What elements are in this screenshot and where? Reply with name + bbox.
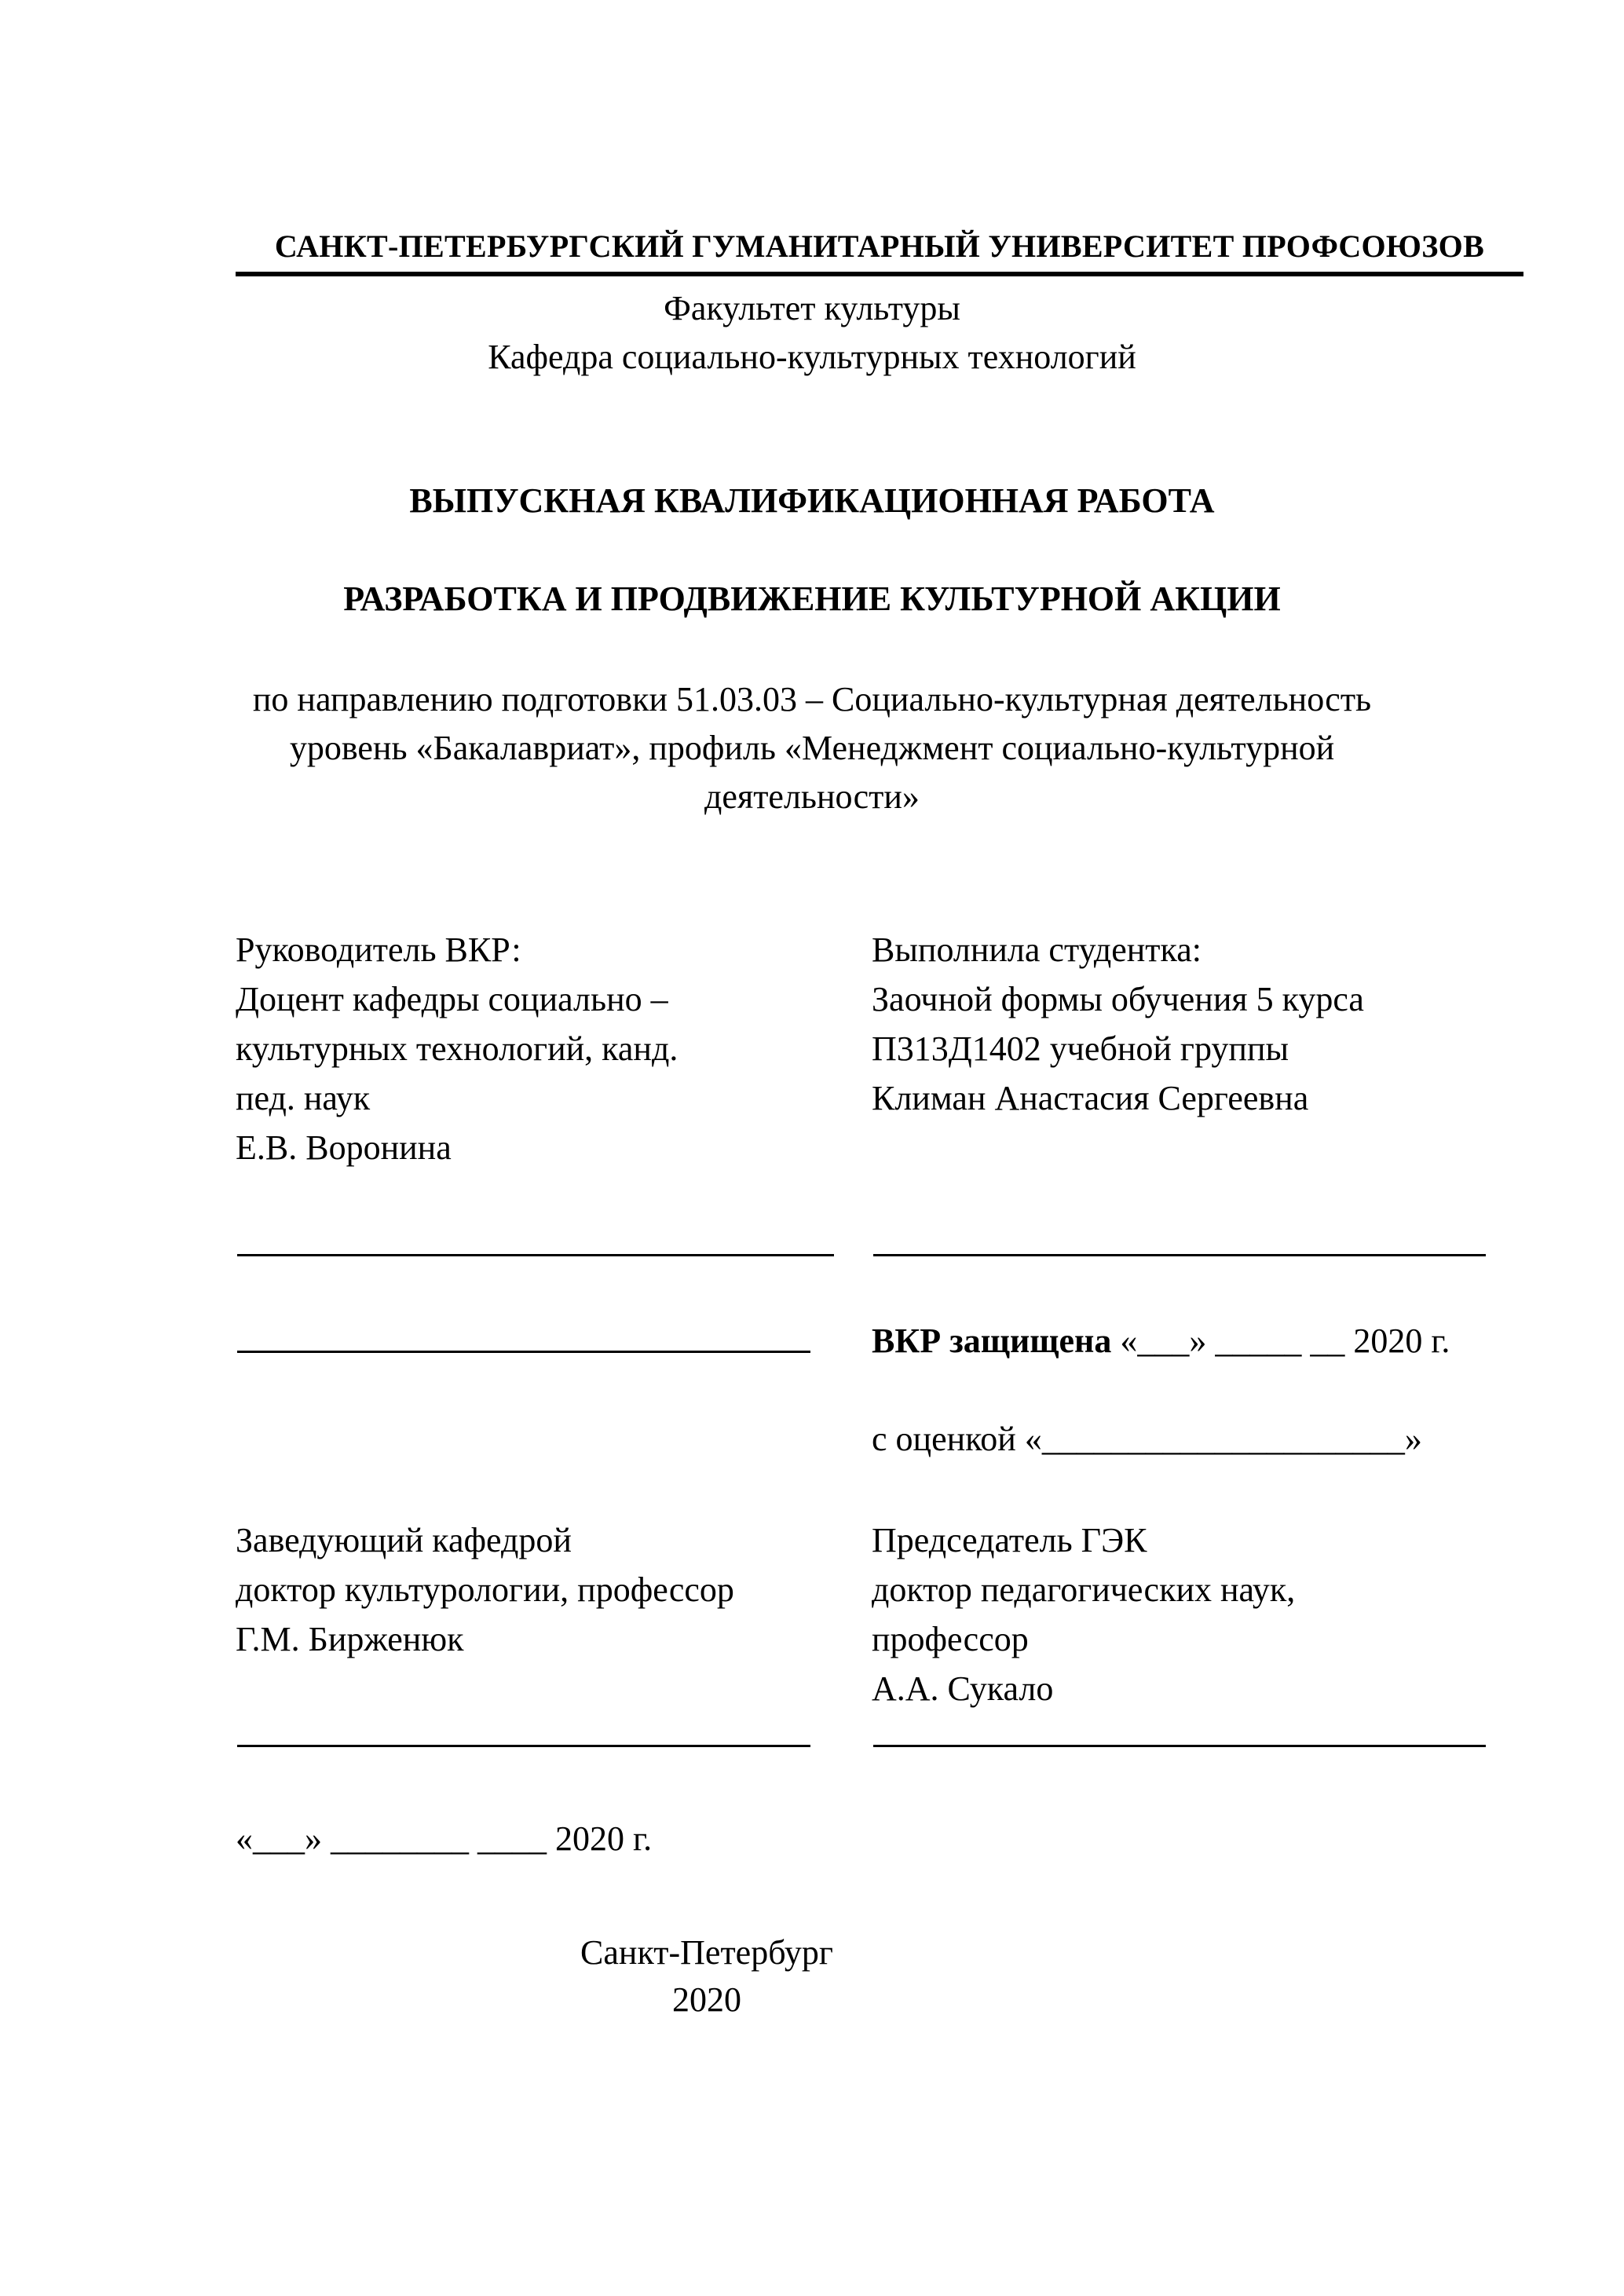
head-of-department-block [236,1515,734,1664]
header-divider [236,272,1523,276]
supervisor-signature-line [237,1254,834,1256]
defense-label: ВКР защищена [872,1322,1112,1360]
head-degree: доктор культурологии, профессор [236,1570,734,1609]
chairman-label: Председатель ГЭК [872,1521,1147,1559]
chairman-signature-line [873,1745,1486,1747]
direction-line-3: деятельности» [704,777,920,816]
direction-line-1: по направлению подготовки 51.03.03 – Социально-культурная деятельность [252,680,1372,718]
chairman-block [872,1515,1295,1713]
supervisor-degree: пед. наук [236,1079,371,1117]
chairman-name: А.А. Сукало [872,1669,1054,1708]
department-name: Кафедра социально-культурных технологий [488,338,1136,376]
defense-grade: с оценкой «_____________________» [872,1420,1422,1458]
head-name: Г.М. Бирженюк [236,1620,464,1658]
faculty-name: Факультет культуры [664,289,960,327]
student-signature-line [873,1254,1486,1256]
defense-date [872,1316,1450,1366]
student-study-form: Заочной формы обучения 5 курса [872,980,1364,1018]
head-label: Заведующий кафедрой [236,1521,572,1559]
direction-line-2: уровень «Бакалавриат», профиль «Менеджмент социально-культурной [289,729,1335,767]
work-type-title: ВЫПУСКНАЯ КВАЛИФИКАЦИОННАЯ РАБОТА [409,481,1215,520]
student-block [872,925,1364,1123]
student-name: Климан Анастасия Сергеевна [872,1079,1309,1117]
chairman-degree: доктор педагогических наук, [872,1570,1296,1609]
student-group: П313Д1402 учебной группы [872,1029,1289,1068]
chairman-title: профессор [872,1620,1029,1658]
supervisor-position-1: Доцент кафедры социально – [236,980,668,1018]
supervisor-block [236,925,678,1172]
supervisor-signature-line-2 [237,1351,810,1353]
supervisor-position-2: культурных технологий, канд. [236,1029,678,1068]
year: 2020 [672,1980,741,2019]
approval-date: «___» ________ ____ 2020 г. [236,1819,653,1858]
supervisor-label: Руководитель ВКР: [236,930,521,969]
work-topic-title: РАЗРАБОТКА И ПРОДВИЖЕНИЕ КУЛЬТУРНОЙ АКЦИИ [343,579,1281,618]
student-label: Выполнила студентка: [872,930,1202,969]
supervisor-name: Е.В. Воронина [236,1128,452,1167]
defense-date-text: «___» _____ __ 2020 г. [1111,1322,1450,1360]
head-signature-line [237,1745,810,1747]
university-name: САНКТ-ПЕТЕРБУРГСКИЙ ГУМАНИТАРНЫЙ УНИВЕРСИТЕТ ПРОФСОЮЗОВ [274,229,1485,264]
city: Санкт-Петербург [580,1933,833,1972]
